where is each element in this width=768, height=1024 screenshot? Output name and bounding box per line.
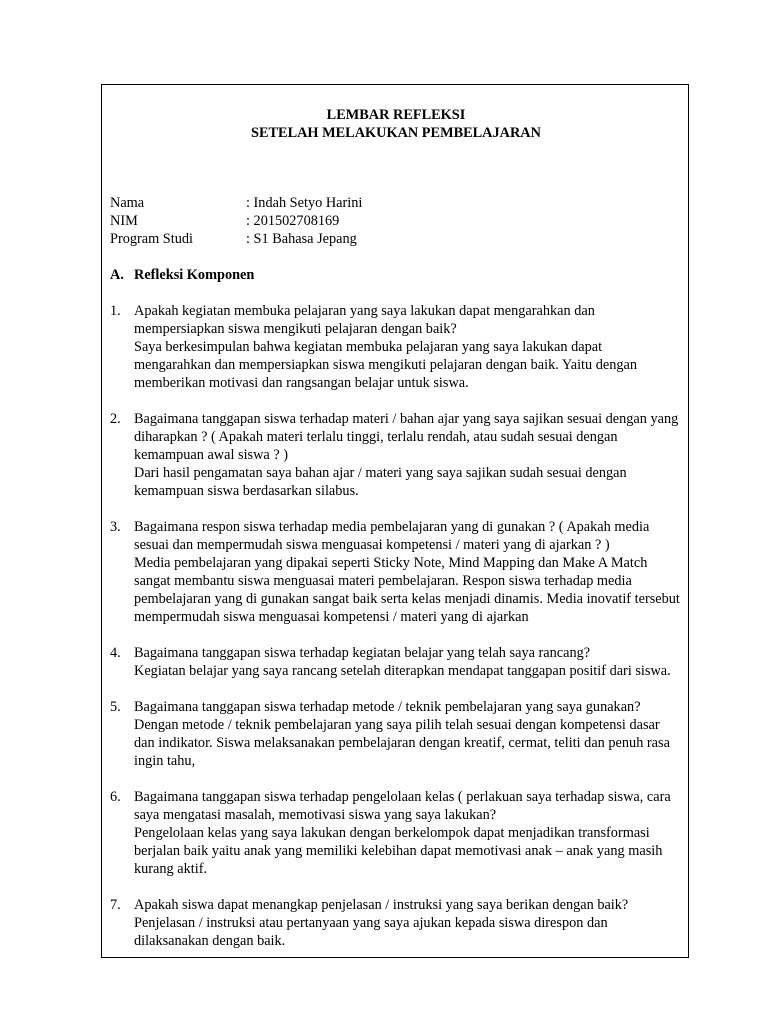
item-question: Bagaimana tanggapan siswa terhadap materi / bahan ajar yang saya sajikan sesuai dengan yang diharapkan ? ( Apakah materi terlalu tinggi, terlalu rendah, atau sudah sesuai dengan kemampuan awal siswa ? ) — [134, 411, 679, 463]
list-item — [110, 788, 682, 878]
item-number: 3. — [110, 519, 121, 535]
identity-block — [110, 194, 682, 248]
identity-row-program-studi — [110, 230, 682, 248]
identity-row-nama — [110, 194, 682, 212]
item-answer: Pengelolaan kelas yang saya lakukan dengan berkelompok dapat menjadikan transformasi berjalan baik yaitu anak yang memiliki kelebihan dapat memotivasi anak – anak yang masih kurang aktif. — [134, 825, 663, 877]
item-number: 1. — [110, 303, 121, 319]
item-number: 4. — [110, 645, 121, 661]
item-number: 2. — [110, 411, 121, 427]
document-content — [110, 106, 682, 968]
list-item — [110, 302, 682, 392]
section-heading — [110, 266, 682, 284]
section-letter: A. — [110, 267, 124, 283]
identity-value: : Indah Setyo Harini — [246, 195, 363, 211]
section-title: Refleksi Komponen — [134, 267, 255, 283]
item-question: Bagaimana tanggapan siswa terhadap kegiatan belajar yang telah saya rancang? — [134, 645, 591, 661]
item-answer: Saya berkesimpulan bahwa kegiatan membuka pelajaran yang saya lakukan dapat mengarahkan dan mempersiapkan siswa mengikuti pelajaran dengan baik. Yaitu dengan memberikan motivasi dan rangsangan belajar untuk siswa. — [134, 339, 638, 391]
reflection-list — [110, 302, 682, 950]
item-question: Apakah kegiatan membuka pelajaran yang saya lakukan dapat mengarahkan dan mempersiapkan siswa mengikuti pelajaran dengan baik? — [134, 303, 595, 337]
document-title-line2: SETELAH MELAKUKAN PEMBELAJARAN — [251, 125, 541, 141]
item-number: 5. — [110, 699, 121, 715]
document-title-line1: LEMBAR REFLEKSI — [326, 107, 466, 123]
list-item — [110, 644, 682, 680]
item-answer: Dari hasil pengamatan saya bahan ajar / materi yang saya sajikan sudah sesuai dengan kemampuan siswa berdasarkan silabus. — [134, 465, 627, 499]
item-number: 7. — [110, 897, 121, 913]
identity-row-nim — [110, 212, 682, 230]
list-item — [110, 518, 682, 626]
identity-label: Program Studi — [110, 231, 194, 247]
item-question: Bagaimana tanggapan siswa terhadap pengelolaan kelas ( perlakuan saya terhadap siswa, cara saya mengatasi masalah, memotivasi siswa yang saya lakukan? — [134, 789, 671, 823]
identity-label: Nama — [110, 195, 145, 211]
item-question: Bagaimana tanggapan siswa terhadap metode / teknik pembelajaran yang saya gunakan? — [134, 699, 641, 715]
identity-label: NIM — [110, 213, 138, 229]
item-number: 6. — [110, 789, 121, 805]
list-item — [110, 896, 682, 950]
item-answer: Media pembelajaran yang dipakai seperti Sticky Note, Mind Mapping dan Make A Match sangat membantu siswa menguasai materi pembelajaran. Respon siswa terhadap media pembelajaran yang di gunakan sangat baik serta kelas menjadi dinamis. Media inovatif tersebut mempermudah siswa menguasai kompetensi / materi yang di ajarkan — [134, 555, 680, 625]
list-item — [110, 698, 682, 770]
identity-value: : S1 Bahasa Jepang — [246, 231, 357, 247]
item-answer: Kegiatan belajar yang saya rancang setelah diterapkan mendapat tanggapan positif dari siswa. — [134, 663, 671, 679]
list-item — [110, 410, 682, 500]
item-question: Bagaimana respon siswa terhadap media pembelajaran yang di gunakan ? ( Apakah media sesuai dan mempermudah siswa menguasai kompetensi / materi yang di ajarkan ? ) — [134, 519, 650, 553]
item-answer: Dengan metode / teknik pembelajaran yang saya pilih telah sesuai dengan kompetensi dasar dan indikator. Siswa melaksanakan pembelajaran dengan kreatif, cermat, teliti dan penuh rasa ingin tahu, — [134, 717, 670, 769]
identity-value: : 201502708169 — [246, 213, 340, 229]
item-answer: Penjelasan / instruksi atau pertanyaan yang saya ajukan kepada siswa direspon dan dilaksanakan dengan baik. — [134, 915, 608, 949]
item-question: Apakah siswa dapat menangkap penjelasan / instruksi yang saya berikan dengan baik? — [134, 897, 629, 913]
